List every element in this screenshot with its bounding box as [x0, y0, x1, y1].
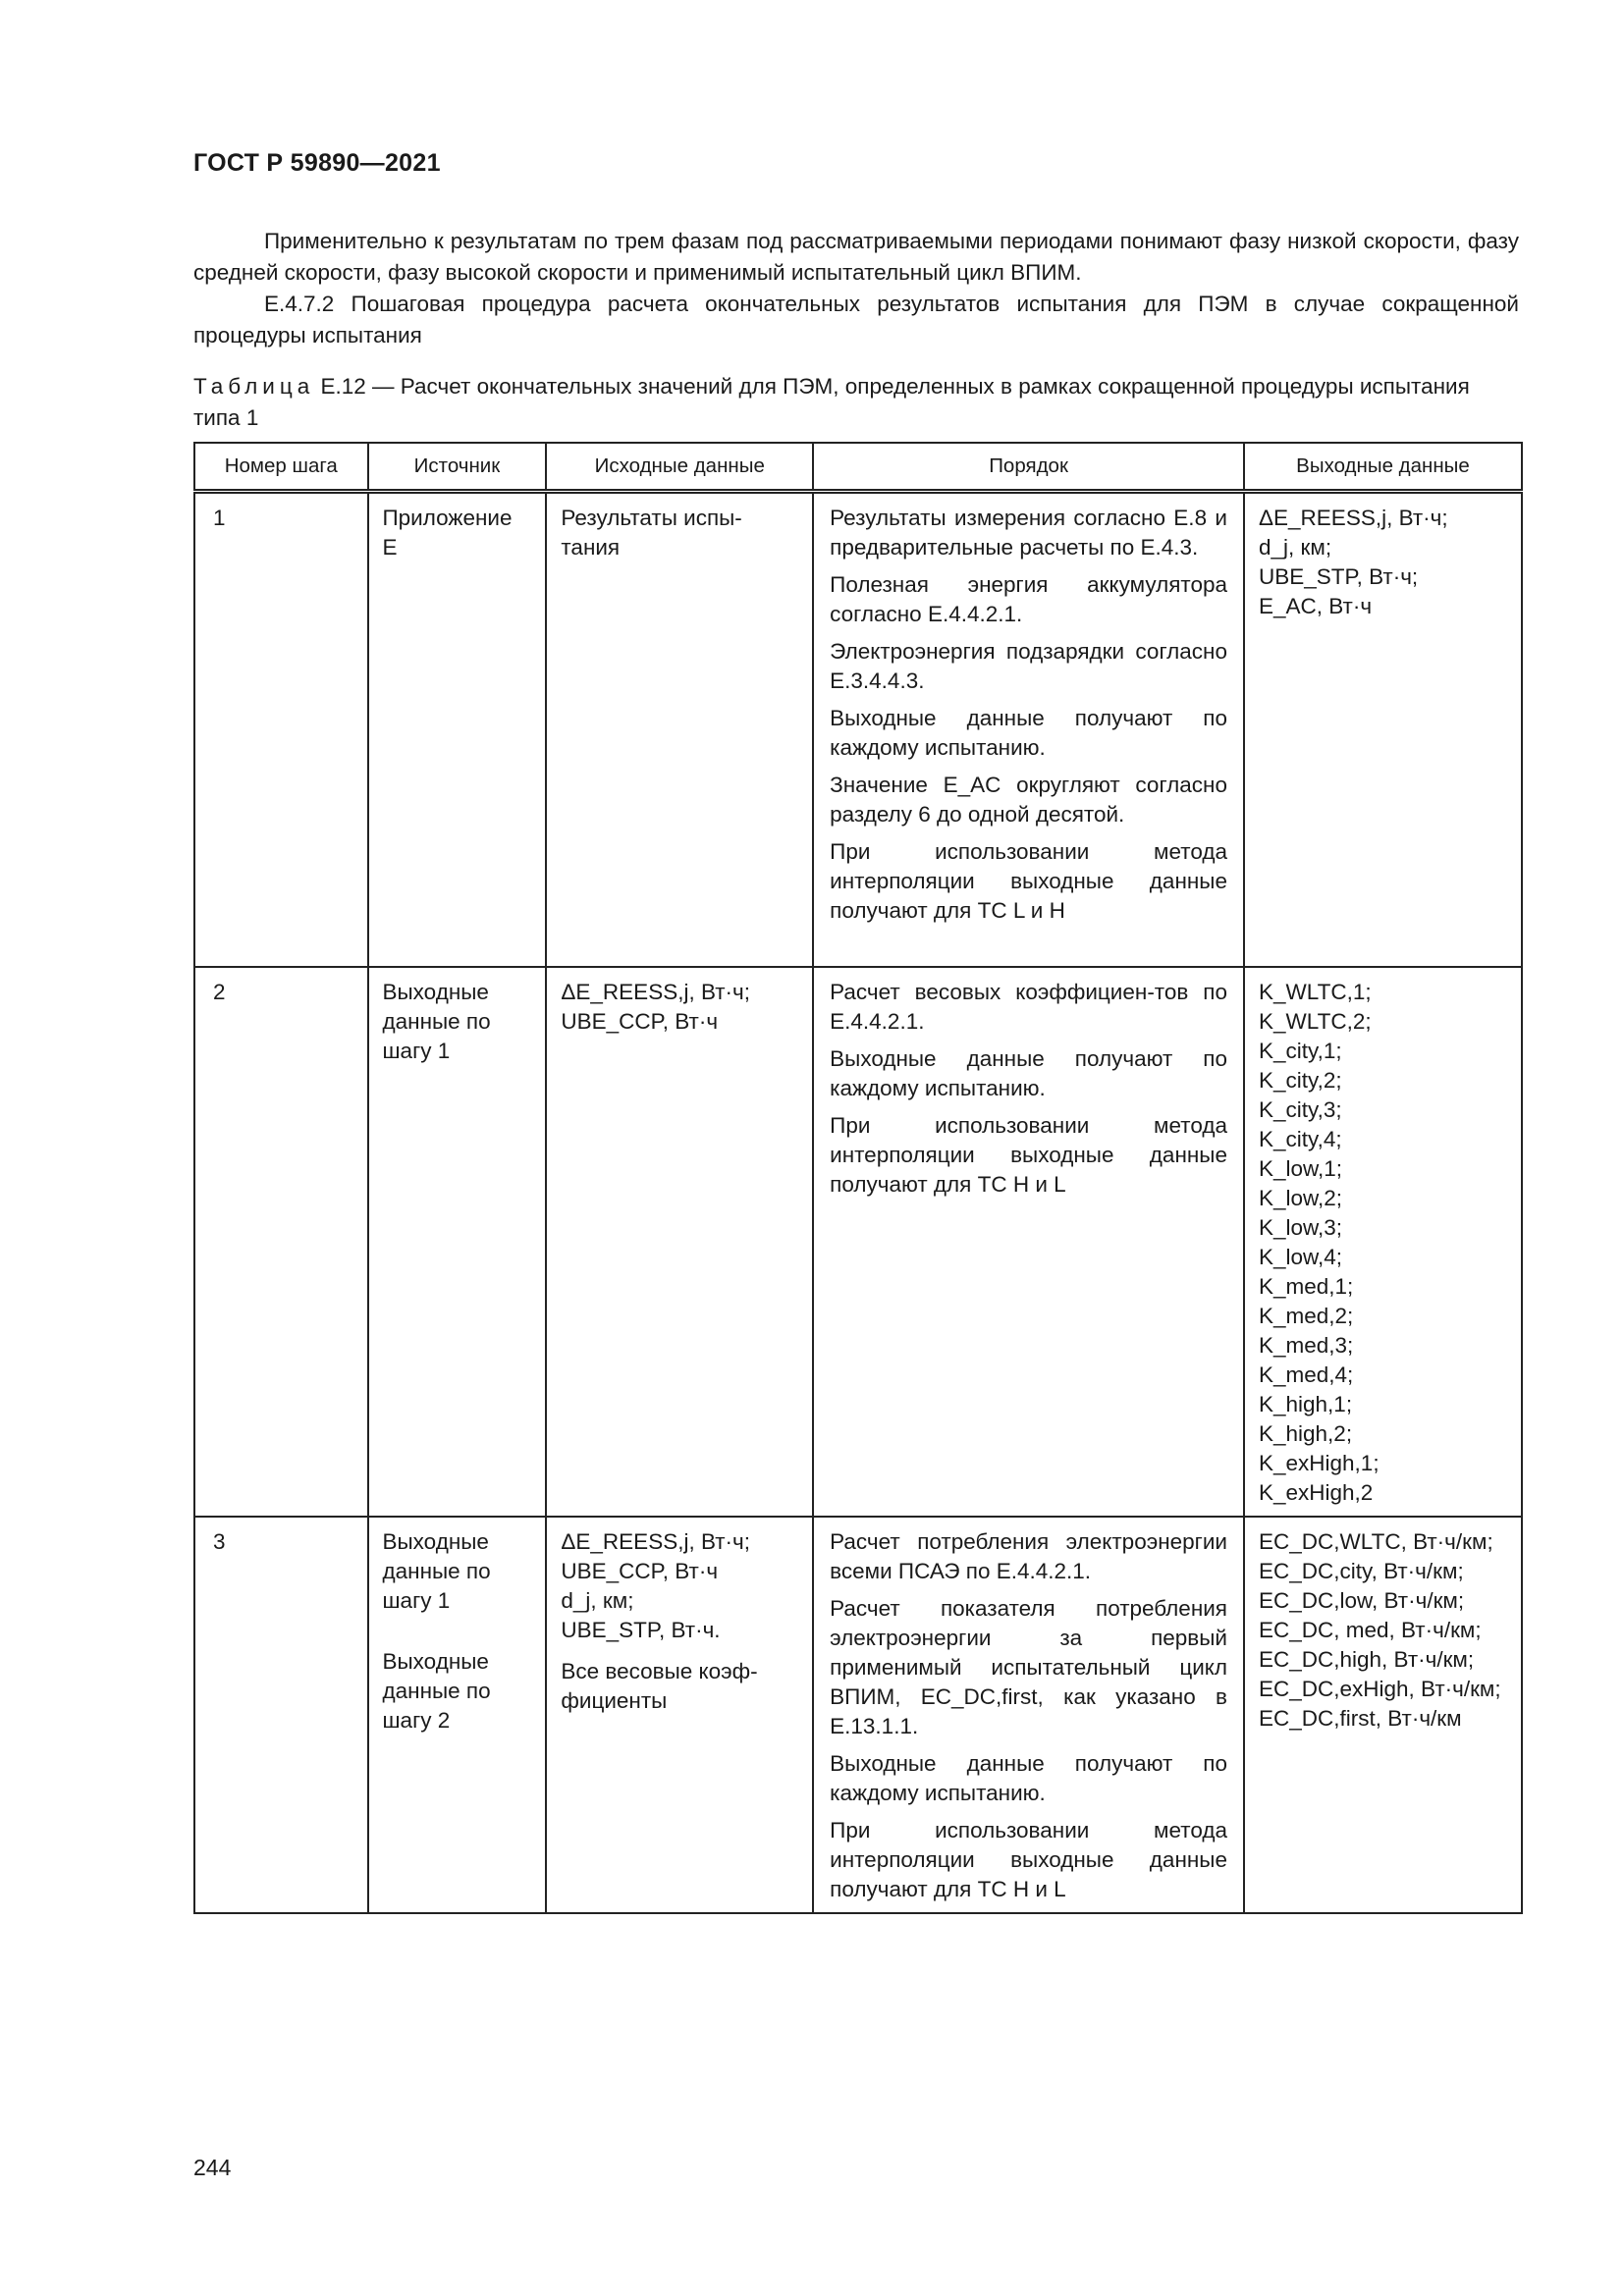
procedure-paragraph: Выходные данные получают по каждому испытанию. — [830, 1750, 1227, 1805]
input-line: ΔE_REESS,j, Вт·ч; — [561, 979, 750, 1004]
procedure-paragraph: Выходные данные получают по каждому испытанию. — [830, 706, 1227, 760]
input-line: ΔE_REESS,j, Вт·ч; — [561, 1528, 750, 1554]
intro-text — [193, 226, 1519, 351]
input-line: UBE_STP, Вт·ч. — [561, 1617, 721, 1642]
procedure-paragraph: Расчет показателя потребления электроэнергии за первый применимый испытательный цикл ВПИМ, EC_DC,first, как указано в Е.13.1.1. — [830, 1595, 1227, 1738]
procedure-paragraph: Значение E_AC округляют согласно разделу 6 до одной десятой. — [830, 773, 1227, 827]
output-item: EC_DC,WLTC, Вт·ч/км; — [1259, 1528, 1493, 1554]
output-item: K_low,2; — [1259, 1185, 1343, 1210]
output-cell — [1244, 492, 1522, 967]
calculation-table — [193, 442, 1523, 1914]
step-number: 1 — [194, 492, 368, 967]
source-line: Выходные — [382, 979, 489, 1004]
procedure-paragraph: При использовании метода интерполяции выходные данные получают для ТС H и L — [830, 1817, 1227, 1901]
procedure-paragraph: При использовании метода интерполяции выходные данные получают для ТС H и L — [830, 1112, 1227, 1197]
source-line: Е — [382, 535, 398, 560]
output-item: K_city,4; — [1259, 1126, 1342, 1151]
source-line: Выходные — [382, 1528, 489, 1554]
header-input: Исходные данные — [546, 443, 813, 492]
procedure-paragraph: Расчет потребления электроэнергии всеми ПСАЭ по Е.4.4.2.1. — [830, 1528, 1227, 1583]
output-item: EC_DC, med, Вт·ч/км; — [1259, 1617, 1482, 1642]
output-item: K_med,1; — [1259, 1273, 1354, 1299]
procedure-paragraph: Результаты измерения согласно Е.8 и предварительные расчеты по Е.4.3. — [830, 506, 1227, 560]
output-item: UBE_STP, Вт·ч; — [1259, 564, 1419, 589]
table-row — [194, 967, 1522, 1517]
procedure-cell — [813, 492, 1244, 967]
output-item: d_j, км; — [1259, 535, 1332, 560]
output-item: EC_DC,city, Вт·ч/км; — [1259, 1558, 1464, 1583]
output-item: K_med,4; — [1259, 1362, 1354, 1387]
procedure-cell — [813, 1517, 1244, 1913]
header-output: Выходные данные — [1244, 443, 1522, 492]
output-item: K_low,3; — [1259, 1214, 1343, 1240]
input-line: UBE_CCP, Вт·ч — [561, 1558, 719, 1583]
input-line: UBE_CCP, Вт·ч — [561, 1008, 719, 1034]
source-line: Приложение — [382, 506, 513, 530]
source-line: шагу 1 — [382, 1038, 451, 1063]
output-item: K_high,2; — [1259, 1420, 1353, 1446]
input-line: фициенты — [561, 1687, 668, 1713]
output-item: EC_DC,first, Вт·ч/км — [1259, 1705, 1462, 1731]
procedure-paragraph: Полезная энергия аккумулятора согласно Е.4.4.2.1. — [830, 572, 1227, 626]
page-number: 244 — [193, 2155, 232, 2180]
output-item: EC_DC,exHigh, Вт·ч/км; — [1259, 1676, 1501, 1701]
output-item: K_exHigh,1; — [1259, 1450, 1380, 1475]
input-line: тания — [561, 535, 621, 560]
header-source: Источник — [368, 443, 547, 492]
source-line: шагу 1 — [382, 1587, 451, 1613]
source-cell — [368, 1517, 547, 1913]
output-item: K_WLTC,2; — [1259, 1008, 1372, 1034]
output-item: K_low,1; — [1259, 1155, 1343, 1181]
intro-paragraph-1: Применительно к результатам по трем фазам под рассматриваемыми периодами понимают фазу низкой скорости, фазу средней скорости, фазу высокой скорости и применимый испытательный цикл ВПИМ. — [193, 229, 1519, 285]
input-cell — [546, 492, 813, 967]
output-item: K_med,2; — [1259, 1303, 1354, 1328]
procedure-paragraph: Электроэнергия подзарядки согласно Е.3.4.4.3. — [830, 639, 1227, 693]
source-line: Выходные — [382, 1648, 489, 1674]
procedure-paragraph: При использовании метода интерполяции выходные данные получают для ТС L и H — [830, 839, 1227, 923]
input-line: Все весовые коэф- — [561, 1658, 758, 1683]
output-item: EC_DC,low, Вт·ч/км; — [1259, 1587, 1465, 1613]
source-cell — [368, 492, 547, 967]
procedure-paragraph: Выходные данные получают по каждому испытанию. — [830, 1045, 1227, 1100]
table-caption-label: Таблица — [193, 374, 315, 399]
output-item: K_med,3; — [1259, 1332, 1354, 1358]
source-line: данные по — [382, 1558, 491, 1583]
output-item: EC_DC,high, Вт·ч/км; — [1259, 1646, 1475, 1672]
procedure-paragraph: Расчет весовых коэффициен-тов по Е.4.4.2.1. — [830, 979, 1227, 1034]
output-item: K_high,1; — [1259, 1391, 1353, 1416]
header-step: Номер шага — [194, 443, 368, 492]
header-procedure: Порядок — [813, 443, 1244, 492]
table-caption-text: Е.12 — Расчет окончательных значений для ПЭМ, определенных в рамках сокращенной процедуры испытания типа 1 — [193, 374, 1470, 430]
input-cell — [546, 1517, 813, 1913]
input-line: d_j, км; — [561, 1587, 634, 1613]
output-cell — [1244, 1517, 1522, 1913]
input-cell — [546, 967, 813, 1517]
source-cell — [368, 967, 547, 1517]
source-line: шагу 2 — [382, 1707, 451, 1733]
step-number: 3 — [194, 1517, 368, 1913]
output-item: K_WLTC,1; — [1259, 979, 1372, 1004]
table-header-row — [194, 443, 1522, 492]
source-line: данные по — [382, 1678, 491, 1703]
table-row — [194, 1517, 1522, 1913]
input-line: Результаты испы- — [561, 506, 742, 530]
table-caption — [193, 371, 1519, 434]
step-number: 2 — [194, 967, 368, 1517]
output-item: ΔE_REESS,j, Вт·ч; — [1259, 506, 1448, 530]
output-item: K_city,2; — [1259, 1067, 1342, 1093]
output-item: K_city,1; — [1259, 1038, 1342, 1063]
table-row — [194, 492, 1522, 967]
output-item: K_low,4; — [1259, 1244, 1343, 1269]
intro-paragraph-2: Е.4.7.2 Пошаговая процедура расчета окончательных результатов испытания для ПЭМ в случае сокращенной процедуры испытания — [193, 292, 1519, 347]
procedure-cell — [813, 967, 1244, 1517]
output-cell — [1244, 967, 1522, 1517]
output-item: K_city,3; — [1259, 1096, 1342, 1122]
document-title: ГОСТ Р 59890—2021 — [193, 149, 441, 177]
output-item: K_exHigh,2 — [1259, 1479, 1374, 1505]
source-line: данные по — [382, 1008, 491, 1034]
output-item: E_AC, Вт·ч — [1259, 594, 1373, 618]
